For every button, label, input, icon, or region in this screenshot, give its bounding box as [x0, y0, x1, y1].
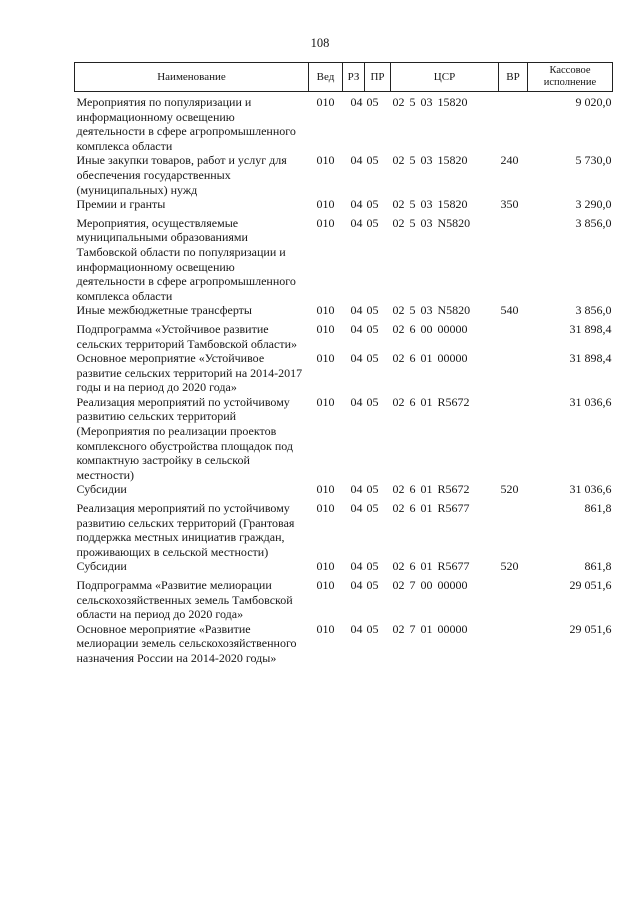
- cell-name: Мероприятия, осуществляемые муниципальными образованиями Тамбовской области по популяризации и информационному освещению деятельности в сфере агропромышленного комплекса области: [76, 215, 296, 303]
- cell-csr: 02 5 03 15820: [392, 153, 468, 168]
- header-vr: ВР: [499, 63, 528, 92]
- cell-rz: 04: [350, 303, 363, 318]
- table-row: [75, 501, 613, 559]
- table-body: [75, 92, 613, 666]
- cell-rz: 04: [350, 482, 363, 497]
- cell-csr: 02 6 01 R5672: [392, 394, 470, 409]
- cell-vr: [499, 622, 528, 666]
- cell-ved: 010: [316, 95, 335, 109]
- cell-vr: 350: [500, 197, 519, 212]
- cell-amount: 31 036,6: [569, 394, 612, 409]
- cell-vr: [499, 501, 528, 559]
- header-csr: ЦСР: [391, 63, 499, 92]
- cell-rz: 04: [350, 321, 363, 336]
- cell-rz: 04: [350, 578, 363, 592]
- cell-name: Основное мероприятие «Развитие мелиорации земель сельскохозяйственного назначения России на 2014-2020 годы»: [76, 621, 297, 665]
- cell-csr: 02 7 01 00000: [392, 621, 468, 636]
- cell-name: Субсидии: [76, 559, 127, 574]
- cell-name: Реализация мероприятий по устойчивому развитию сельских территорий (Грантовая поддержка местных инициатив граждан, проживающих в сельской местности): [76, 501, 295, 559]
- cell-rz: 04: [350, 394, 363, 409]
- cell-csr: 02 6 00 00000: [392, 321, 468, 336]
- cell-pr: 05: [366, 95, 379, 109]
- cell-name: Подпрограмма «Устойчивое развитие сельских территорий Тамбовской области»: [76, 321, 297, 351]
- cell-ved: 010: [316, 578, 335, 592]
- cell-amount: 3 856,0: [575, 303, 612, 318]
- page-number: 108: [310, 36, 330, 50]
- cell-name: Подпрограмма «Развитие мелиорации сельскохозяйственных земель Тамбовской области на период до 2020 года»: [76, 578, 293, 622]
- cell-amount: 31 036,6: [569, 482, 612, 497]
- cell-vr: 520: [500, 559, 519, 574]
- table-header-row: [75, 63, 613, 92]
- cell-pr: 05: [366, 197, 379, 212]
- cell-ved: 010: [316, 303, 335, 318]
- cell-vr: [499, 92, 528, 154]
- cell-ved: 010: [316, 482, 335, 497]
- cell-amount: 861,8: [584, 501, 612, 516]
- cell-vr: [499, 322, 528, 351]
- cell-pr: 05: [366, 351, 379, 366]
- cell-pr: 05: [366, 321, 379, 336]
- table-row: [75, 559, 613, 578]
- header-amount: Кассовое исполнение: [528, 63, 613, 92]
- cell-vr: 240: [500, 153, 519, 168]
- table-row: [75, 92, 613, 154]
- cell-amount: 31 898,4: [569, 351, 612, 366]
- cell-pr: 05: [366, 501, 379, 516]
- cell-name: Реализация мероприятий по устойчивому развитию сельских территорий (Мероприятия по реализации проектов комплексного обустройства площадок под компактную застройку в сельской местности): [76, 394, 294, 482]
- cell-amount: 3 856,0: [575, 215, 612, 230]
- cell-amount: 3 290,0: [575, 197, 612, 212]
- cell-amount: 9 020,0: [575, 95, 612, 109]
- cell-amount: 29 051,6: [569, 578, 612, 592]
- cell-amount: 5 730,0: [575, 153, 612, 168]
- header-name: Наименование: [75, 63, 309, 92]
- cell-vr: [499, 395, 528, 483]
- header-pr: ПР: [365, 63, 391, 92]
- table-row: [75, 395, 613, 483]
- cell-pr: 05: [366, 578, 379, 592]
- cell-csr: 02 6 01 R5677: [392, 501, 470, 516]
- cell-ved: 010: [316, 197, 335, 212]
- table-row: [75, 622, 613, 666]
- cell-csr: 02 6 01 00000: [392, 351, 468, 366]
- cell-csr: 02 5 03 15820: [392, 95, 468, 109]
- cell-name: Мероприятия по популяризации и информационному освещению деятельности в сфере агропромышленного комплекса области: [76, 95, 296, 153]
- cell-name: Иные межбюджетные трансферты: [76, 303, 252, 318]
- cell-pr: 05: [366, 559, 379, 574]
- table-row: [75, 482, 613, 501]
- cell-csr: 02 6 01 R5672: [392, 482, 470, 497]
- cell-csr: 02 5 03 N5820: [392, 303, 471, 318]
- cell-ved: 010: [316, 215, 335, 230]
- cell-name: Субсидии: [76, 482, 127, 497]
- cell-ved: 010: [316, 501, 335, 516]
- cell-pr: 05: [366, 394, 379, 409]
- cell-name: Премии и гранты: [76, 197, 166, 212]
- cell-name: Основное мероприятие «Устойчивое развитие сельских территорий на 2014-2017 годы и на период до 2020 года»: [76, 351, 303, 395]
- table-row: [75, 216, 613, 304]
- header-rz: РЗ: [343, 63, 365, 92]
- cell-ved: 010: [316, 394, 335, 409]
- cell-ved: 010: [316, 351, 335, 366]
- cell-vr: [499, 351, 528, 395]
- cell-rz: 04: [350, 197, 363, 212]
- cell-rz: 04: [350, 215, 363, 230]
- table-row: [75, 578, 613, 622]
- cell-amount: 29 051,6: [569, 621, 612, 636]
- cell-vr: [499, 578, 528, 622]
- cell-pr: 05: [366, 215, 379, 230]
- cell-ved: 010: [316, 321, 335, 336]
- cell-csr: 02 6 01 R5677: [392, 559, 470, 574]
- header-ved: Вед: [309, 63, 343, 92]
- cell-amount: 861,8: [584, 559, 612, 574]
- cell-pr: 05: [366, 153, 379, 168]
- table-row: [75, 153, 613, 197]
- cell-vr: [499, 216, 528, 304]
- cell-ved: 010: [316, 621, 335, 636]
- cell-rz: 04: [350, 95, 363, 109]
- cell-ved: 010: [316, 559, 335, 574]
- cell-csr: 02 7 00 00000: [392, 578, 468, 592]
- cell-rz: 04: [350, 501, 363, 516]
- budget-table: [74, 62, 613, 666]
- table-row: [75, 322, 613, 351]
- cell-amount: 31 898,4: [569, 321, 612, 336]
- cell-name: Иные закупки товаров, работ и услуг для обеспечения государственных (муниципальных) нужд: [76, 153, 287, 197]
- cell-rz: 04: [350, 621, 363, 636]
- cell-rz: 04: [350, 559, 363, 574]
- cell-pr: 05: [366, 303, 379, 318]
- cell-pr: 05: [366, 482, 379, 497]
- cell-rz: 04: [350, 351, 363, 366]
- table-row: [75, 303, 613, 322]
- cell-ved: 010: [316, 153, 335, 168]
- cell-csr: 02 5 03 N5820: [392, 215, 471, 230]
- cell-vr: 520: [500, 482, 519, 497]
- cell-pr: 05: [366, 621, 379, 636]
- table-row: [75, 197, 613, 216]
- cell-csr: 02 5 03 15820: [392, 197, 468, 212]
- cell-vr: 540: [500, 303, 519, 318]
- cell-rz: 04: [350, 153, 363, 168]
- table-row: [75, 351, 613, 395]
